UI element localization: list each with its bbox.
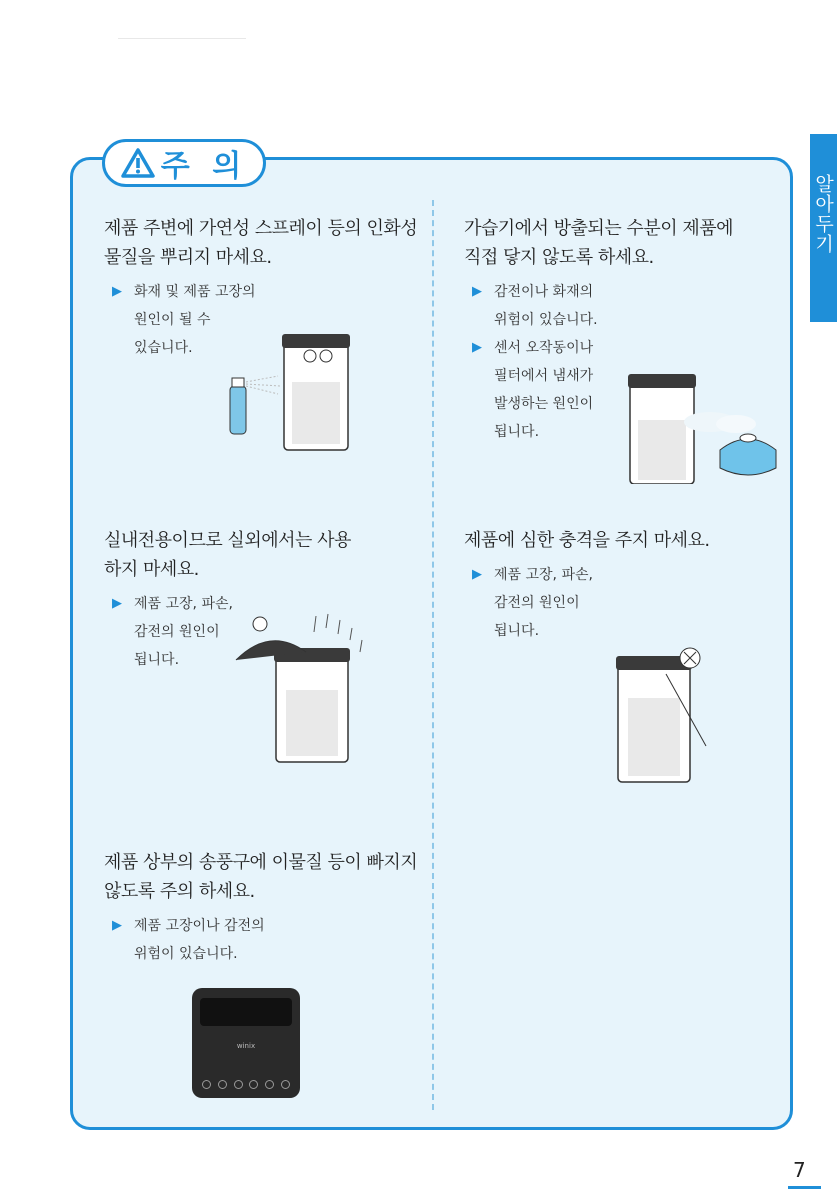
caution-item-impact <box>464 526 809 645</box>
bullet-arrow-icon: ▶ <box>472 340 482 355</box>
item-bullet: ▶ 감전이나 화재의 위험이 있습니다. <box>464 278 809 334</box>
caution-item-air-outlet <box>104 848 449 968</box>
section-tab-label: 알아두기 <box>812 174 834 254</box>
page-number-underline <box>788 1186 821 1189</box>
control-button <box>249 1080 258 1089</box>
caution-badge <box>102 139 266 187</box>
bullet-arrow-icon: ▶ <box>472 567 482 582</box>
page-number: 7 <box>793 1158 806 1182</box>
impact-ball-illustration <box>606 634 716 784</box>
control-button <box>281 1080 290 1089</box>
item-heading: 가습기에서 방출되는 수분이 제품에 직접 닿지 않도록 하세요. <box>464 218 733 268</box>
item-bullet: ▶ 화재 및 제품 고장의 원인이 될 수 있습니다. <box>104 278 449 362</box>
bullet-arrow-icon: ▶ <box>112 596 122 611</box>
warning-icon <box>121 147 155 179</box>
humidifier-illustration <box>618 366 778 484</box>
control-button <box>202 1080 211 1089</box>
device-logo: winix <box>236 1042 256 1050</box>
bullet-arrow-icon: ▶ <box>112 284 122 299</box>
caution-title: 주 의 <box>160 149 248 184</box>
control-button <box>234 1080 243 1089</box>
control-button <box>218 1080 227 1089</box>
item-heading: 제품 주변에 가연성 스프레이 등의 인화성 물질을 뿌리지 마세요. <box>104 218 418 268</box>
item-heading: 제품 상부의 송풍구에 이물질 등이 빠지지 않도록 주의 하세요. <box>104 852 418 902</box>
bullet-arrow-icon: ▶ <box>472 284 482 299</box>
spray-can-illustration <box>222 326 362 452</box>
item-bullet: ▶ 제품 고장, 파손, 감전의 원인이 됩니다. <box>464 561 809 645</box>
section-tab[interactable] <box>810 134 837 322</box>
outdoor-rain-illustration <box>232 610 382 764</box>
bullet-arrow-icon: ▶ <box>112 918 122 933</box>
item-heading: 제품에 심한 충격을 주지 마세요. <box>464 530 710 551</box>
device-control-buttons <box>202 1080 290 1089</box>
device-top-panel <box>192 988 300 1098</box>
item-bullet: ▶ 제품 고장이나 감전의 위험이 있습니다. <box>104 912 449 968</box>
item-heading: 실내전용이므로 실외에서는 사용 하지 마세요. <box>104 530 351 580</box>
item-bullet: ▶ 제품 고장, 파손, 감전의 원인이 됩니다. <box>104 590 449 674</box>
air-outlet-grille <box>200 998 292 1026</box>
control-button <box>265 1080 274 1089</box>
header-rule <box>118 38 246 39</box>
item-bullet: ▶ 센서 오작동이나 필터에서 냄새가 발생하는 원인이 됩니다. <box>464 334 809 446</box>
